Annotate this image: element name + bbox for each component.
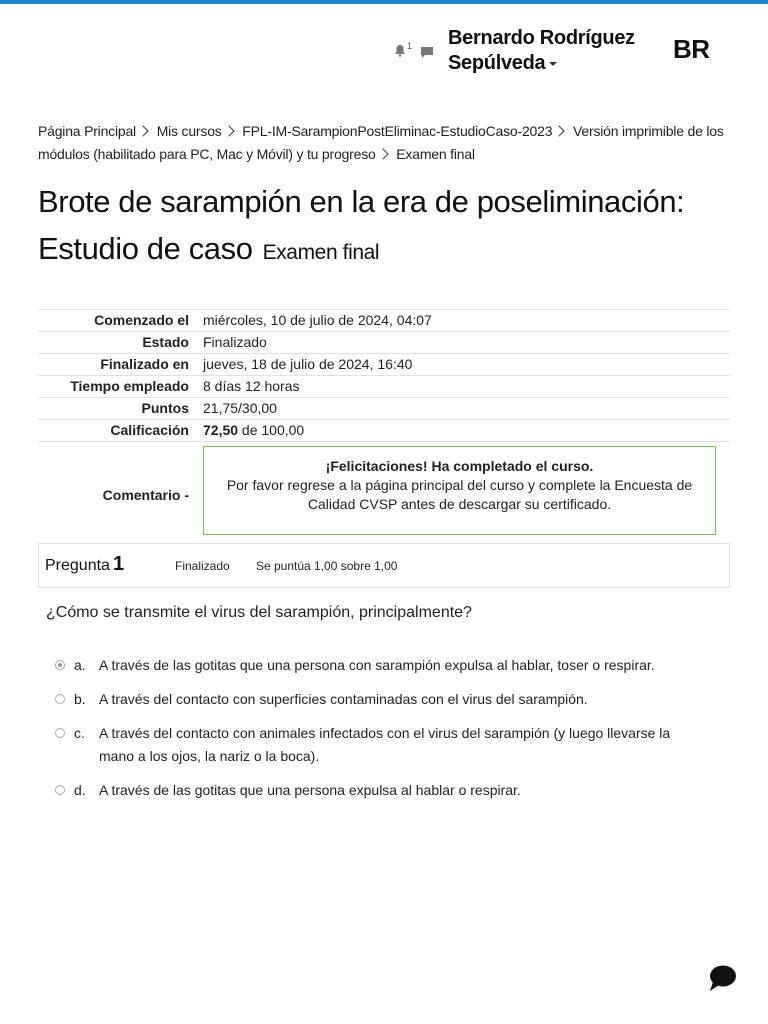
answer-option-d[interactable]	[54, 779, 704, 802]
summary-value: miércoles, 10 de julio de 2024, 04:07	[196, 310, 730, 332]
notification-button[interactable]	[394, 41, 413, 60]
comment-cell	[196, 442, 730, 550]
summary-value: 8 días 12 horas	[196, 376, 730, 398]
comment-label: Comentario -	[38, 442, 196, 550]
page-header	[0, 4, 768, 94]
chevron-right-icon	[554, 125, 565, 136]
breadcrumb-printable-version[interactable]: Versión imprimible de los módulos (habilitado para PC, Mac y Móvil) y tu progreso	[38, 123, 724, 162]
radio-button-selected[interactable]	[55, 660, 65, 670]
summary-row	[38, 398, 730, 420]
radio-button[interactable]	[55, 785, 65, 795]
answer-option-c[interactable]	[54, 722, 704, 768]
answer-option-a[interactable]	[54, 654, 704, 677]
answer-option-b[interactable]	[54, 688, 704, 711]
summary-label: Comenzado el	[38, 310, 196, 332]
feedback-body: Por favor regrese a la página principal del curso y complete la Encuesta de Calidad CVSP antes de descargar su certificado.	[226, 477, 693, 512]
course-title: Brote de sarampión en la era de poseliminación: Estudio de caso	[38, 184, 685, 266]
message-icon	[420, 46, 434, 59]
chat-bubble-icon	[708, 963, 738, 993]
summary-value: jueves, 18 de julio de 2024, 16:40	[196, 354, 730, 376]
answer-letter: d.	[74, 782, 86, 798]
breadcrumb-course[interactable]: FPL-IM-SarampionPostEliminac-EstudioCaso-2023	[242, 123, 553, 139]
breadcrumb-final-exam[interactable]: Examen final	[396, 146, 475, 162]
question-number: 1	[112, 553, 125, 575]
question-text: ¿Cómo se transmite el virus del sarampión, principalmente?	[46, 604, 472, 621]
breadcrumb	[38, 120, 738, 166]
chat-button[interactable]	[708, 963, 738, 993]
page-subtitle: Examen final	[262, 241, 380, 264]
question-grade: Se puntúa 1,00 sobre 1,00	[256, 559, 398, 573]
answer-letter: b.	[74, 691, 86, 707]
grade-score: 72,50	[203, 422, 239, 438]
chevron-down-icon	[549, 62, 557, 66]
summary-row	[38, 376, 730, 398]
bell-icon	[394, 44, 406, 57]
page-title	[38, 178, 738, 276]
summary-row-comment	[38, 442, 730, 550]
question-state: Finalizado	[175, 559, 230, 573]
breadcrumb-my-courses[interactable]: Mis cursos	[156, 123, 222, 139]
user-menu[interactable]	[448, 26, 648, 76]
feedback-box	[203, 446, 716, 535]
answer-letter: a.	[74, 657, 86, 673]
grade-suffix: de 100,00	[238, 422, 305, 438]
breadcrumb-home[interactable]: Página Principal	[38, 123, 136, 139]
answer-text: A través de las gotitas que una persona expulsa al hablar o respirar.	[99, 782, 521, 798]
chevron-right-icon	[377, 148, 388, 159]
summary-value: 21,75/30,00	[196, 398, 730, 420]
notification-count: 1	[407, 41, 413, 51]
answer-text: A través del contacto con animales infectados con el virus del sarampión (y luego llevarse la mano a los ojos, la nariz o la boca).	[99, 725, 671, 764]
attempt-summary-table	[38, 309, 730, 549]
radio-button[interactable]	[55, 694, 65, 704]
feedback-title: ¡Felicitaciones! Ha completado el curso.	[325, 458, 594, 474]
summary-label: Tiempo empleado	[38, 376, 196, 398]
question-label-text: Pregunta	[45, 557, 110, 574]
summary-row-grade	[38, 420, 730, 442]
avatar[interactable]: BR	[673, 34, 710, 64]
messages-button[interactable]	[420, 46, 434, 59]
summary-label: Finalizado en	[38, 354, 196, 376]
question-label	[45, 553, 124, 576]
answer-letter: c.	[74, 725, 85, 741]
user-name: Bernardo Rodríguez Sepúlveda	[448, 27, 635, 74]
summary-value: Finalizado	[196, 332, 730, 354]
chevron-right-icon	[137, 125, 148, 136]
answer-text: A través del contacto con superficies contaminadas con el virus del sarampión.	[99, 691, 588, 707]
summary-label: Puntos	[38, 398, 196, 420]
chevron-right-icon	[223, 125, 234, 136]
answer-text: A través de las gotitas que una persona con sarampión expulsa al hablar, toser o respirar.	[99, 657, 655, 673]
summary-row	[38, 354, 730, 376]
question-info	[38, 543, 730, 588]
grade-label: Calificación	[38, 420, 196, 442]
summary-row	[38, 310, 730, 332]
summary-row	[38, 332, 730, 354]
radio-button[interactable]	[55, 728, 65, 738]
summary-label: Estado	[38, 332, 196, 354]
grade-value	[196, 420, 730, 442]
answer-list	[54, 654, 704, 813]
